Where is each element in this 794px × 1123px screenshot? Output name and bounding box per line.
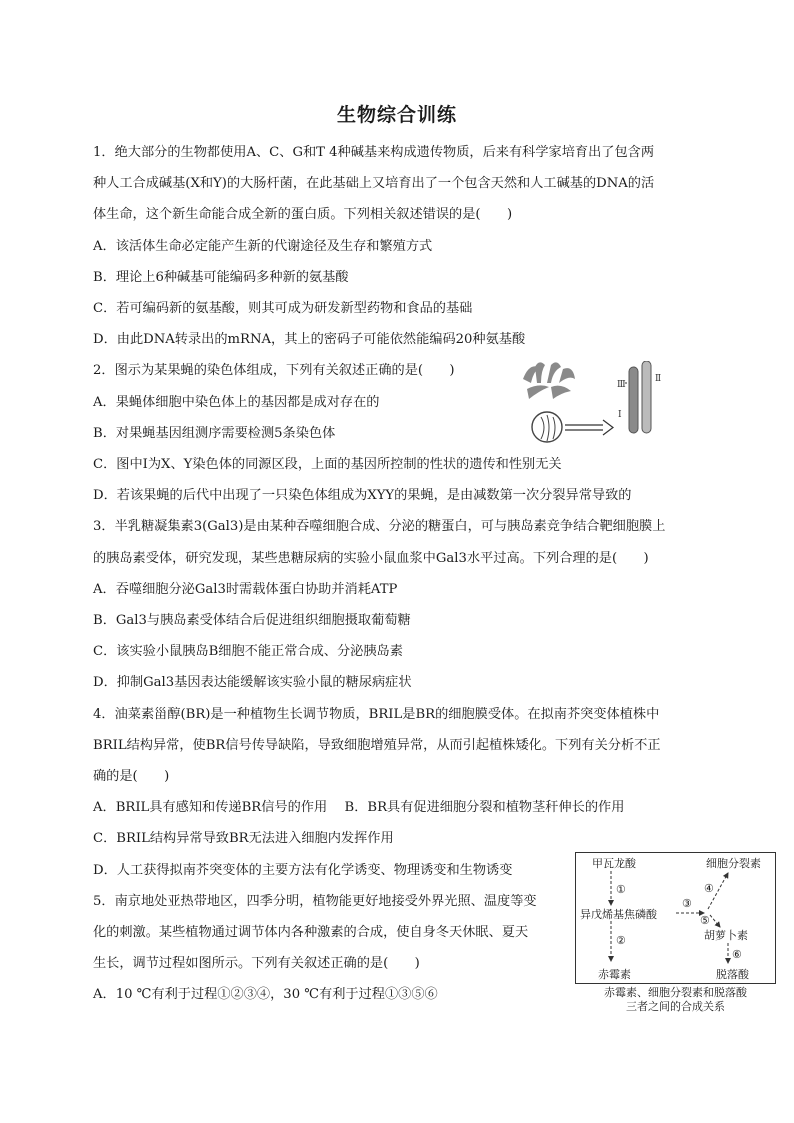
node-gibberellin: 赤霉素 (598, 968, 631, 981)
step-3: ③ (682, 897, 692, 910)
node-mevalonate: 甲瓦龙酸 (592, 857, 636, 870)
text-line: 4．油菜素甾醇(BR)是一种植物生长调节物质，BRIL是BR的细胞膜受体。在拟南芥突变体植株中 (93, 706, 660, 722)
text-line: 化的刺激。某些植物通过调节体内各种激素的合成，使自身冬天休眠、夏天 (93, 925, 529, 940)
text-line: D．人工获得拟南芥突变体的主要方法有化学诱变、物理诱变和生物诱变 (93, 862, 513, 878)
text-line: C．图中Ⅰ为X、Y染色体的同源区段，上面的基因所控制的性状的遗传和性别无关 (93, 457, 562, 472)
y-chromosome (642, 361, 651, 433)
node-ipp: 异戊烯基焦磷酸 (580, 908, 657, 921)
page-title: 生物综合训练 (336, 104, 457, 126)
text-line: 的胰岛素受体，研究发现，某些患糖尿病的实验小鼠血浆中Gal3水平过高。下列合理的是( ) (93, 550, 649, 566)
diagram-caption-line2: 三者之间的合成关系 (626, 1000, 725, 1013)
text-line: 5．南京地处亚热带地区，四季分明，植物能更好地接受外界光照、温度等变 (93, 893, 537, 909)
text-line: B．理论上6种碱基可能编码多种新的氨基酸 (93, 269, 349, 285)
text-line: 种人工合成碱基(X和Y)的大肠杆菌，在此基础上又培育出了一个包含天然和人工碱基的DNA的活 (93, 176, 655, 192)
text-line: B．Gal3与胰岛素受体结合后促进组织细胞摄取葡萄糖 (93, 613, 411, 628)
text-line: D．若该果蝇的后代中出现了一只染色体组成为XYY的果蝇，是由减数第一次分裂异常导致的 (93, 488, 632, 504)
text-line: A．果蝇体细胞中染色体上的基因都是成对存在的 (93, 394, 380, 410)
step-5: ⑤ (700, 914, 710, 927)
chromosome-cluster (523, 362, 575, 399)
step-2: ② (616, 934, 626, 947)
text-line: A．该活体生命必定能产生新的代谢途径及生存和繁殖方式 (93, 238, 433, 254)
text-line: 确的是( ) (93, 769, 170, 784)
node-carotene: 胡萝卜素 (704, 929, 748, 942)
text-line: 体生命，这个新生命能合成全新的蛋白质。下列相关叙述错误的是( ) (93, 207, 513, 223)
label-i: Ⅰ (618, 410, 622, 420)
arrow-shaft (565, 425, 605, 430)
x-chromosome (629, 367, 638, 433)
node-cytokinin: 细胞分裂素 (706, 857, 761, 870)
text-line: C．该实验小鼠胰岛B细胞不能正常合成、分泌胰岛素 (93, 644, 403, 660)
step-6: ⑥ (732, 948, 742, 961)
node-aba: 脱落酸 (716, 968, 749, 981)
text-line: C．BRIL结构异常导致BR无法进入细胞内发挥作用 (93, 831, 394, 847)
hormone-synthesis-diagram (575, 852, 776, 984)
label-ii: Ⅱ (655, 374, 662, 384)
step-4: ④ (704, 882, 714, 895)
step-1: ① (616, 883, 626, 896)
chromosome-figure (517, 361, 667, 447)
text-line: 3．半乳糖凝集素3(Gal3)是由某种吞噬细胞合成、分泌的糖蛋白，可与胰岛素竞争结合靶细胞膜上 (93, 519, 666, 535)
text-line: BRIL结构异常，使BR信号传导缺陷，导致细胞增殖异常，从而引起植株矮化。下列有关分析不正 (93, 737, 661, 753)
text-line: A．10 ℃有利于过程①②③④，30 ℃有利于过程①③⑤⑥ (93, 987, 438, 1003)
text-line: 2．图示为某果蝇的染色体组成，下列有关叙述正确的是( ) (93, 363, 455, 379)
text-line: B．对果蝇基因组测序需要检测5条染色体 (93, 425, 336, 441)
text-line: C．若可编码新的氨基酸，则其可成为研发新型药物和食品的基础 (93, 301, 473, 316)
text-line: A．吞噬细胞分泌Gal3时需载体蛋白协助并消耗ATP (93, 581, 398, 597)
text-line: 生长，调节过程如图所示。下列有关叙述正确的是( ) (93, 956, 420, 972)
text-line: A．BRIL具有感知和传递BR信号的作用 B．BR具有促进细胞分裂和植物茎秆伸长的作用 (93, 800, 625, 816)
diagram-caption-line1: 赤霉素、细胞分裂素和脱落酸 (604, 986, 747, 999)
text-line: 1．绝大部分的生物都使用A、C、G和T 4种碱基来构成遗传物质，后来有科学家培育出了包含两 (93, 145, 655, 160)
arrow-head (603, 420, 613, 435)
text-line: D．由此DNA转录出的mRNA，其上的密码子可能依然能编码20种氨基酸 (93, 332, 526, 348)
label-iii-left: Ⅲ (617, 380, 626, 390)
text-line: D．抑制Gal3基因表达能缓解该实验小鼠的糖尿病症状 (93, 675, 412, 691)
